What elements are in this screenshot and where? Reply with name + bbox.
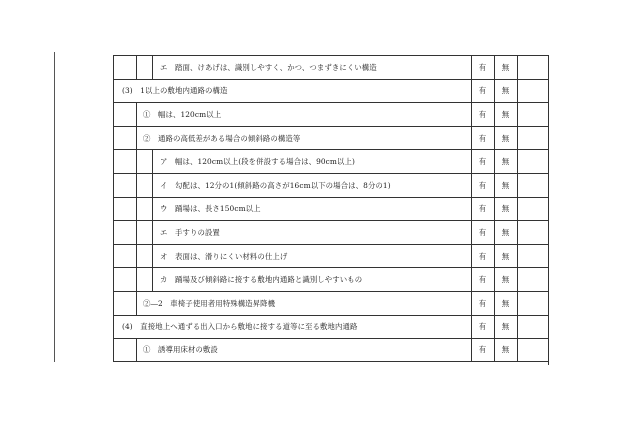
no-option[interactable]: 無 [501,180,510,190]
no-option[interactable]: 無 [501,86,510,96]
remarks-cell[interactable] [517,127,548,150]
checklist-row [113,55,548,79]
remarks-cell[interactable] [517,339,548,361]
checklist-row [113,244,548,268]
remarks-cell[interactable] [517,103,548,126]
yes-option[interactable]: 有 [478,204,487,214]
remarks-cell[interactable] [517,268,548,291]
indent-guide-line [152,245,153,268]
checklist-item-text: イ 勾配は、12分の1(傾斜路の高さが16cm以下の場合は、8分の1) [160,180,391,190]
indent-guide-line [136,198,137,221]
remarks-cell[interactable] [517,316,548,339]
row-left-border [113,103,114,126]
yes-option[interactable]: 有 [478,322,487,332]
remarks-cell[interactable] [517,150,548,173]
yes-option[interactable]: 有 [478,133,487,143]
remarks-cell[interactable] [517,56,548,79]
row-left-border [113,174,114,197]
row-left-border [113,245,114,268]
checklist-item-text: エ 踏面、けあげは、識別しやすく、かつ、つまずきにくい構造 [160,62,377,72]
no-option[interactable]: 無 [501,109,510,119]
remarks-cell[interactable] [517,245,548,268]
indent-guide-line [152,221,153,244]
indent-guide-line [113,56,114,79]
yes-option[interactable]: 有 [478,345,487,355]
row-left-border [113,339,114,361]
checklist-item-text: カ 踊場及び傾斜路に接する敷地内通路と識別しやすいもの [160,275,363,285]
checklist-item-text: (3) 1以上の敷地内通路の構造 [122,86,228,96]
no-option[interactable]: 無 [501,275,510,285]
row-left-border [113,80,114,103]
yes-option[interactable]: 有 [478,251,487,261]
remarks-cell[interactable] [517,198,548,221]
indent-guide-line [136,127,137,150]
no-option[interactable]: 無 [501,157,510,167]
table-right-border [548,55,549,365]
checklist-item-text: ① 誘導用床材の敷設 [143,345,218,355]
checklist-row [113,315,548,339]
indent-guide-line [136,174,137,197]
row-left-border [113,127,114,150]
no-option[interactable]: 無 [501,62,510,72]
yes-option[interactable]: 有 [478,109,487,119]
checklist-row [113,102,548,126]
indent-guide-line [136,103,137,126]
row-left-border [113,292,114,315]
indent-guide-line [136,268,137,291]
checklist-item-text: ② 通路の高低差がある場合の傾斜路の構造等 [143,133,301,143]
no-option[interactable]: 無 [501,204,510,214]
indent-guide-line [152,56,153,79]
row-left-border [113,221,114,244]
indent-guide-line [136,292,137,315]
row-left-border [113,268,114,291]
checklist-item-text: ウ 踊場は、長さ150cm以上 [160,204,261,214]
checklist-row [113,126,548,150]
checklist-row [113,173,548,197]
checklist-item-text: エ 手すりの設置 [160,227,220,237]
no-option[interactable]: 無 [501,345,510,355]
remarks-cell[interactable] [517,292,548,315]
indent-guide-line [136,221,137,244]
checklist-item-text: オ 表面は、滑りにくい材料の仕上げ [160,251,288,261]
checklist-item-text: (4) 直接地上へ通ずる出入口から敷地に接する道等に至る敷地内通路 [122,322,358,332]
checklist-row [113,197,548,221]
indent-guide-line [152,150,153,173]
binding-margin-rule [54,52,55,362]
checklist-row [113,338,548,362]
checklist-row [113,149,548,173]
checklist-row [113,267,548,291]
checklist-item-text: ① 幅は、120cm以上 [143,109,222,119]
checklist-row [113,220,548,244]
yes-option[interactable]: 有 [478,227,487,237]
remarks-cell[interactable] [517,80,548,103]
yes-option[interactable]: 有 [478,157,487,167]
indent-guide-line [152,268,153,291]
indent-guide-line [136,245,137,268]
indent-guide-line [136,56,137,79]
no-option[interactable]: 無 [501,251,510,261]
yes-option[interactable]: 有 [478,275,487,285]
row-left-border [113,198,114,221]
no-option[interactable]: 無 [501,298,510,308]
no-option[interactable]: 無 [501,133,510,143]
checklist-row [113,291,548,315]
checklist-item-text: ア 幅は、120cm以上(段を併設する場合は、90cm以上) [160,157,355,167]
indent-guide-line [136,339,137,361]
row-left-border [113,316,114,339]
barrier-free-checklist-table [113,55,548,365]
indent-guide-line [136,150,137,173]
remarks-cell[interactable] [517,221,548,244]
yes-option[interactable]: 有 [478,62,487,72]
yes-option[interactable]: 有 [478,180,487,190]
remarks-cell[interactable] [517,174,548,197]
checklist-row [113,79,548,103]
no-option[interactable]: 無 [501,322,510,332]
indent-guide-line [152,174,153,197]
indent-guide-line [152,198,153,221]
yes-option[interactable]: 有 [478,298,487,308]
no-option[interactable]: 無 [501,227,510,237]
row-left-border [113,150,114,173]
yes-option[interactable]: 有 [478,86,487,96]
checklist-item-text: ②―2 車椅子使用者用特殊構造昇降機 [143,298,276,308]
